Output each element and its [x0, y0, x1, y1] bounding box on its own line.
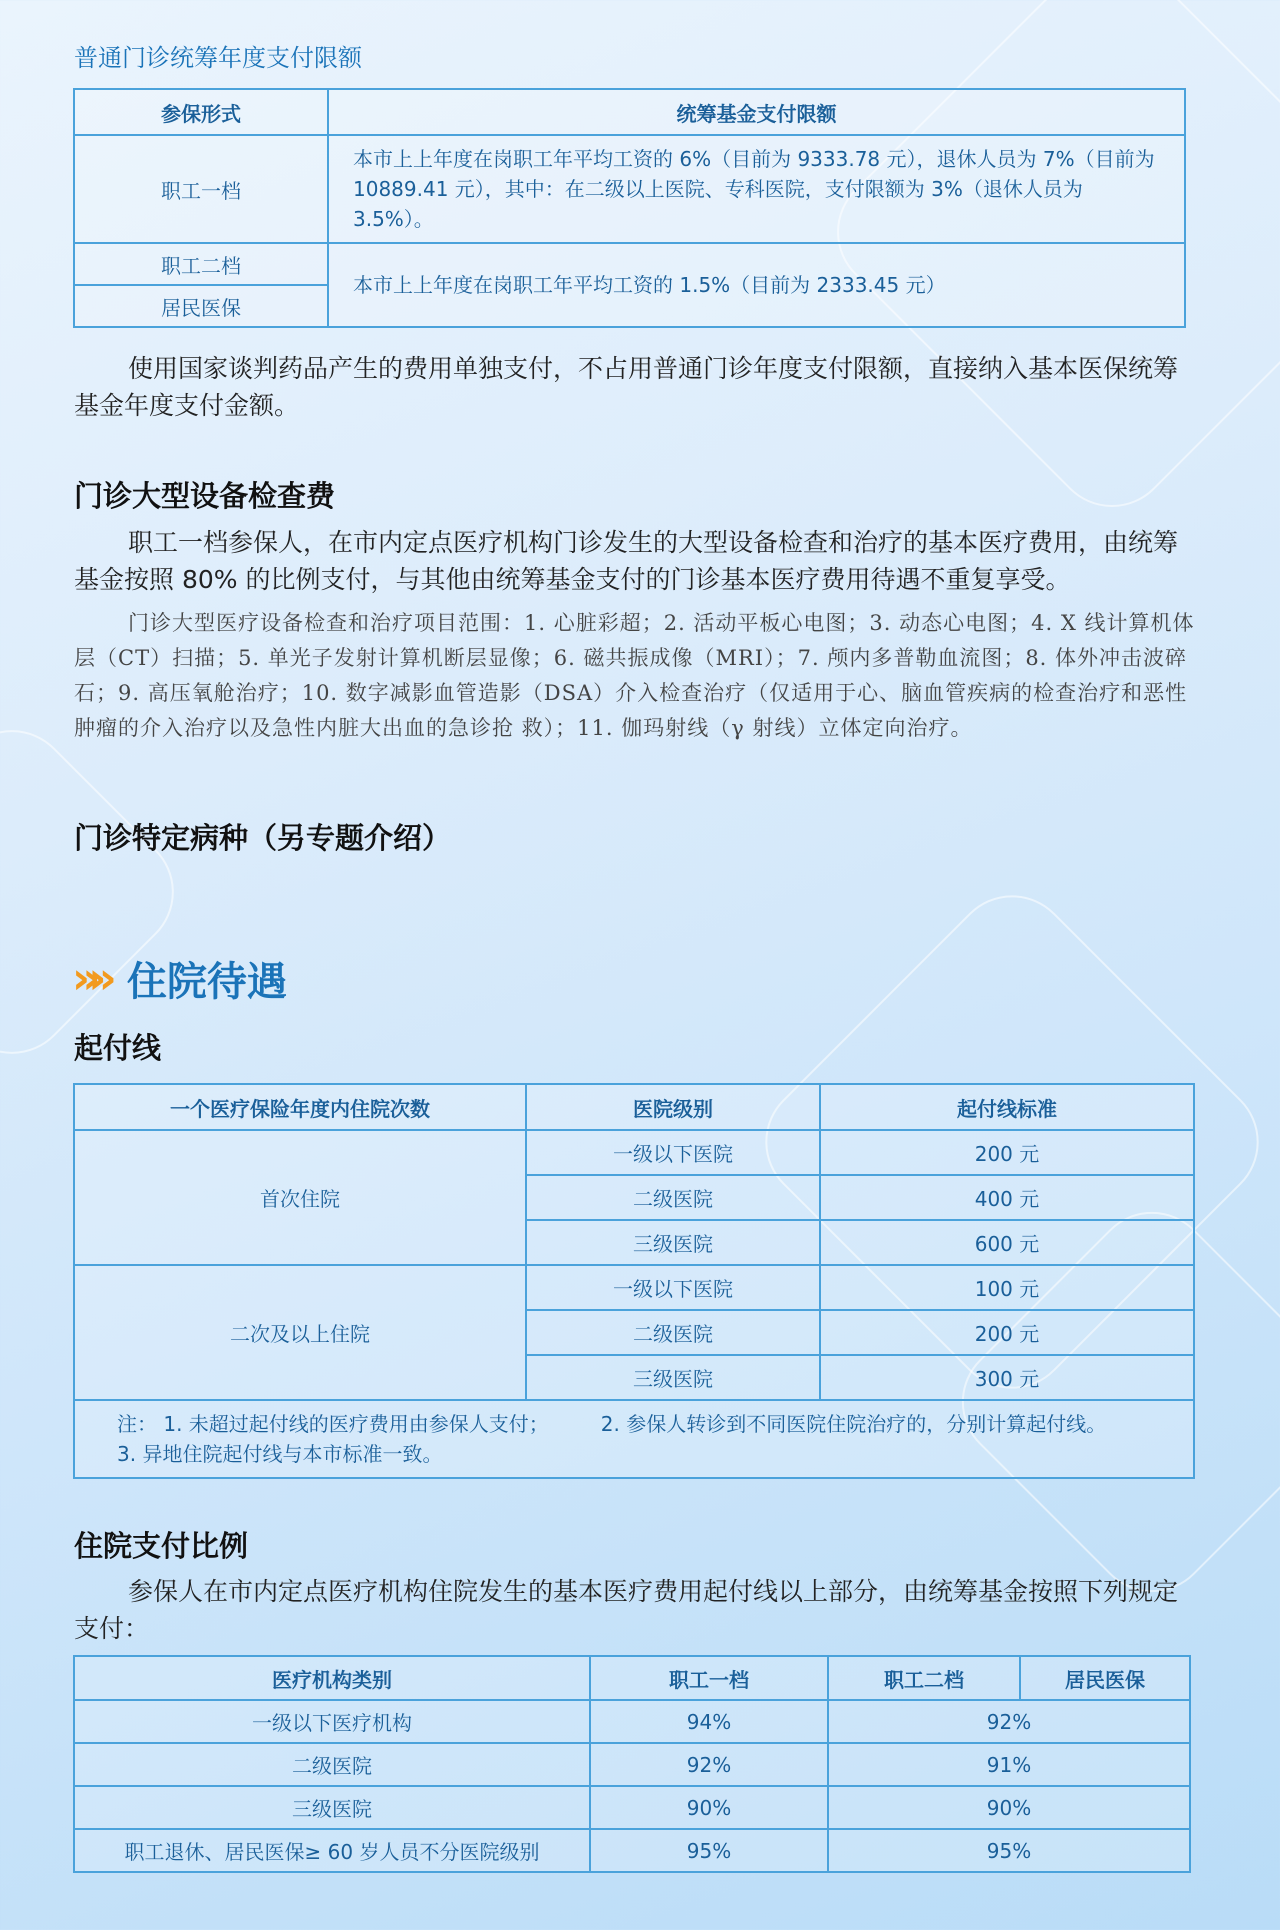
insurance-type-cell: 居民医保: [74, 285, 328, 327]
header-cell: 统筹基金支付限额: [328, 89, 1185, 135]
outpatient-limit-caption: 普通门诊统筹年度支付限额: [74, 44, 362, 72]
hospital-level-cell: 一级以下医院: [526, 1265, 820, 1310]
institution-type-cell: 职工退休、居民医保≥ 60 岁人员不分医院级别: [74, 1829, 590, 1872]
table-note: [74, 1400, 1194, 1478]
note-item: 3. 异地住院起付线与本市标准一致。: [117, 1442, 443, 1466]
admission-count-cell: 首次住院: [74, 1130, 526, 1265]
inpatient-title: [72, 950, 287, 1007]
hospital-level-cell: 三级医院: [526, 1355, 820, 1400]
ratio-cell: 90%: [590, 1786, 828, 1829]
ratio-cell: 95%: [590, 1829, 828, 1872]
table-row: [74, 1829, 1190, 1872]
paragraph: 参保人在市内定点医疗机构住院发生的基本医疗费用起付线以上部分，由统筹基金按照下列规定支付：: [74, 1577, 1179, 1643]
table-header-row: [74, 89, 1185, 135]
insurance-type-cell: 职工一档: [74, 135, 328, 243]
section-heading: 住院支付比例: [74, 1529, 249, 1563]
note-item: 注： 1. 未超过起付线的医疗费用由参保人支付；: [117, 1412, 549, 1436]
limit-cell: 本市上上年度在岗职工年平均工资的 1.5%（目前为 2333.45 元）: [328, 243, 1185, 327]
header-cell: 居民医保: [1020, 1656, 1190, 1700]
table-row: [74, 243, 1185, 285]
header-cell: 起付线标准: [820, 1084, 1194, 1130]
threshold-value-cell: 600 元: [820, 1220, 1194, 1265]
paragraph: 职工一档参保人，在市内定点医疗机构门诊发生的大型设备检查和治疗的基本医疗费用，由统筹基金按照 80% 的比例支付，与其他由统筹基金支付的门诊基本医疗费用待遇不重复享受。: [74, 528, 1179, 594]
hospital-level-cell: 二级医院: [526, 1310, 820, 1355]
hospital-level-cell: 三级医院: [526, 1220, 820, 1265]
paragraph: 使用国家谈判药品产生的费用单独支付，不占用普通门诊年度支付限额，直接纳入基本医保统筹基金年度支付金额。: [74, 354, 1179, 420]
table-row: [74, 1700, 1190, 1743]
threshold-value-cell: 200 元: [820, 1130, 1194, 1175]
table-header-row: [74, 1656, 1190, 1700]
table-row: [74, 1130, 1194, 1175]
header-cell: 参保形式: [74, 89, 328, 135]
section-heading: 门诊大型设备检查费: [74, 479, 336, 513]
ratio-cell: 92%: [828, 1700, 1190, 1743]
header-cell: 职工二档: [828, 1656, 1020, 1700]
institution-type-cell: 三级医院: [74, 1786, 590, 1829]
table-row: [74, 1743, 1190, 1786]
section-heading: 起付线: [74, 1031, 162, 1065]
ratio-cell: 95%: [828, 1829, 1190, 1872]
hospital-level-cell: 二级医院: [526, 1175, 820, 1220]
institution-type-cell: 一级以下医疗机构: [74, 1700, 590, 1743]
ratio-cell: 92%: [590, 1743, 828, 1786]
ratio-cell: 94%: [590, 1700, 828, 1743]
threshold-value-cell: 200 元: [820, 1310, 1194, 1355]
table-row: [74, 135, 1185, 243]
table-row: [74, 1786, 1190, 1829]
outpatient-limit-table: [73, 88, 1186, 328]
double-chevron-icon: »»: [72, 953, 105, 1004]
header-cell: 职工一档: [590, 1656, 828, 1700]
ratio-cell: 90%: [828, 1786, 1190, 1829]
ratio-cell: 91%: [828, 1743, 1190, 1786]
admission-count-cell: 二次及以上住院: [74, 1265, 526, 1400]
table-header-row: [74, 1084, 1194, 1130]
table-note-row: [74, 1400, 1194, 1478]
note-item: 2. 参保人转诊到不同医院住院治疗的，分别计算起付线。: [600, 1412, 1107, 1436]
insurance-type-cell: 职工二档: [74, 243, 328, 285]
header-cell: 医疗机构类别: [74, 1656, 590, 1700]
header-cell: 一个医疗保险年度内住院次数: [74, 1084, 526, 1130]
limit-cell: 本市上上年度在岗职工年平均工资的 6%（目前为 9333.78 元），退休人员为 7%（目前为 10889.41 元），其中：在二级以上医院、专科医院，支付限额为 3%（退休人员为 3.5%）。: [328, 135, 1185, 243]
threshold-value-cell: 300 元: [820, 1355, 1194, 1400]
header-cell: 医院级别: [526, 1084, 820, 1130]
institution-type-cell: 二级医院: [74, 1743, 590, 1786]
threshold-table: [73, 1083, 1195, 1479]
background-decoration: [0, 705, 199, 1078]
threshold-value-cell: 400 元: [820, 1175, 1194, 1220]
hospital-level-cell: 一级以下医院: [526, 1130, 820, 1175]
payment-ratio-table: [73, 1655, 1191, 1873]
section-heading: 门诊特定病种（另专题介绍）: [74, 821, 452, 855]
page-title: 住院待遇: [126, 959, 287, 1005]
threshold-value-cell: 100 元: [820, 1265, 1194, 1310]
equipment-scope-text: 门诊大型医疗设备检查和治疗项目范围：1. 心脏彩超；2. 活动平板心电图；3. 动态心电图；4. X 线计算机体层（CT）扫描；5. 单光子发射计算机断层显像；6. 磁共振成像（MRI）；7. 颅内多普勒血流图；8. 体外冲击波碎石；9. 高压氧舱治疗；10. 数字减影血管造影（DSA）介入检查治疗（仅适用于心、脑血管疾病的检查治疗和恶性肿瘤的介入治疗以及急性内脏大出血的急诊抢 救）；11. 伽玛射线（γ 射线）立体定向治疗。: [74, 611, 1195, 740]
table-row: [74, 1265, 1194, 1310]
